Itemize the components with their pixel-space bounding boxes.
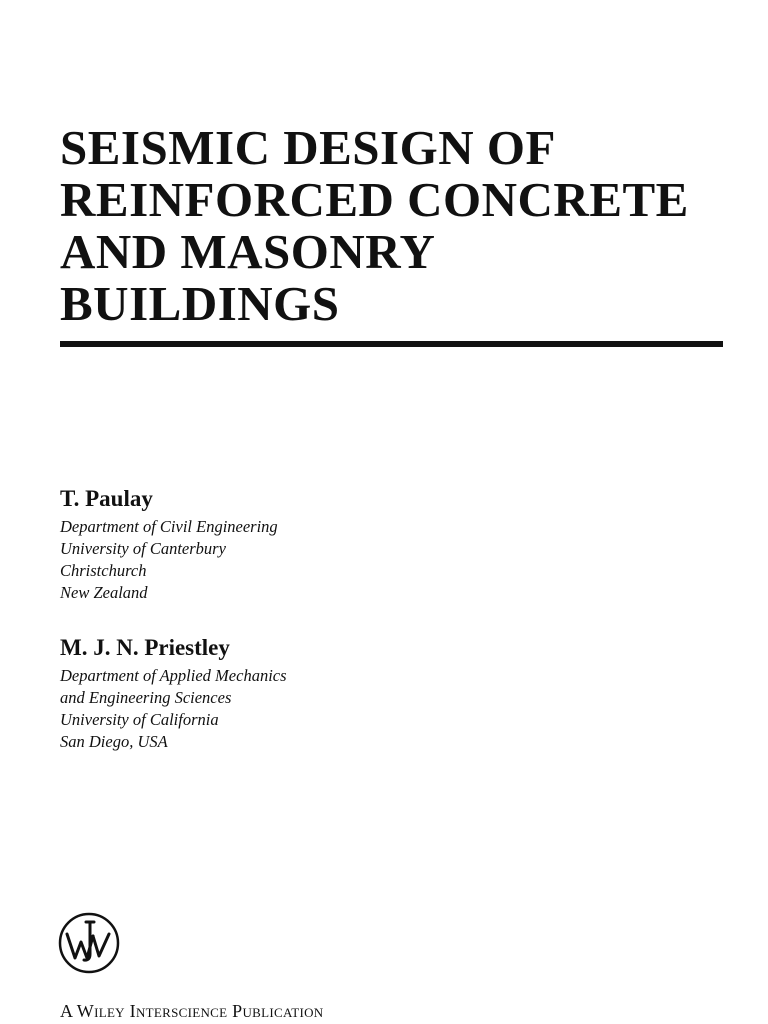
affiliation-line: Christchurch	[60, 561, 147, 580]
affiliation-line: University of Canterbury	[60, 539, 226, 558]
publisher-imprint: A Wiley Interscience Publication	[60, 1001, 324, 1021]
affiliation-line: Department of Applied Mechanics	[60, 666, 287, 685]
title-line-3: AND MASONRY	[60, 224, 436, 279]
title-divider	[60, 341, 723, 347]
affiliation-line: Department of Civil Engineering	[60, 517, 278, 536]
author-name: T. Paulay	[60, 486, 153, 511]
author-priestley	[60, 634, 287, 753]
author-paulay	[60, 485, 278, 604]
affiliation-line: and Engineering Sciences	[60, 688, 232, 707]
author-name: M. J. N. Priestley	[60, 635, 230, 660]
title-line-1: SEISMIC DESIGN OF	[60, 120, 556, 175]
affiliation-line: University of California	[60, 710, 219, 729]
title-line-2: REINFORCED CONCRETE	[60, 172, 689, 227]
wiley-logo-icon	[56, 910, 122, 976]
book-title	[60, 122, 740, 330]
affiliation-line: San Diego, USA	[60, 732, 168, 751]
title-line-4: BUILDINGS	[60, 276, 340, 331]
affiliation-line: New Zealand	[60, 583, 148, 602]
